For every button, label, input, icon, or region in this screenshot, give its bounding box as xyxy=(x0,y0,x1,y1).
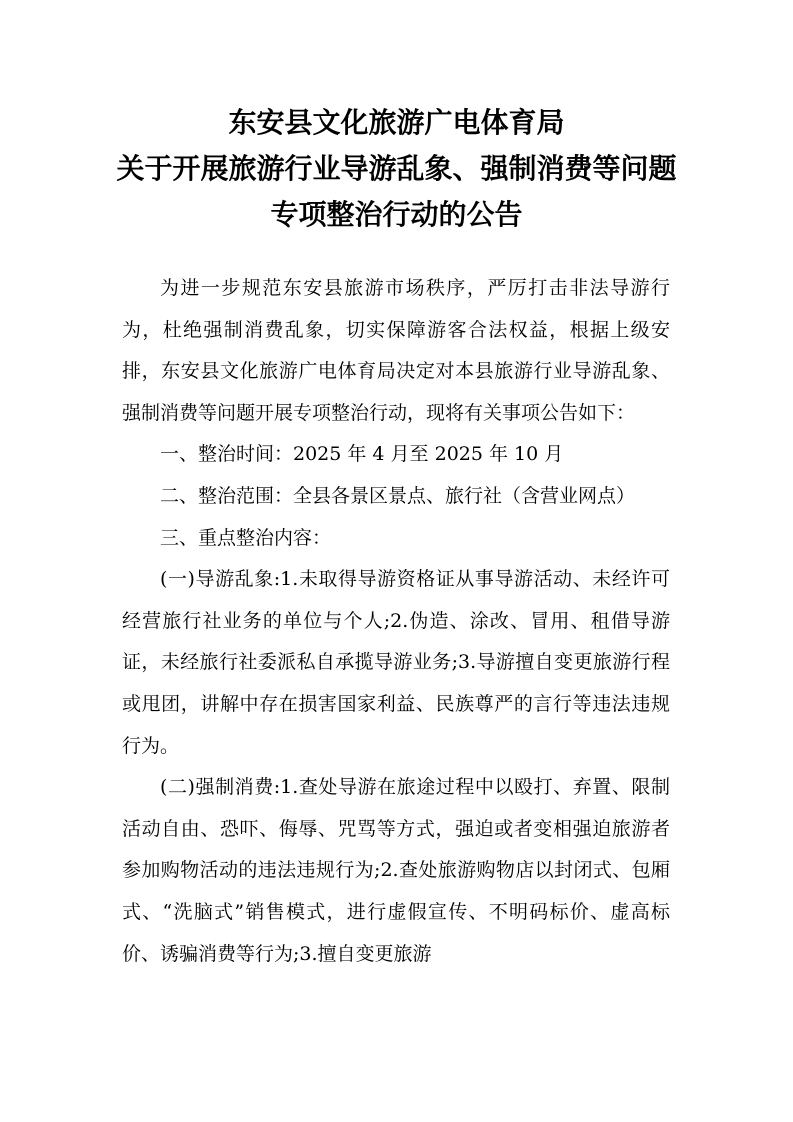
title-line-subject: 关于开展旅游行业导游乱象、强制消费等问题 xyxy=(116,152,677,185)
title-line-issuer: 东安县文化旅游广电体育局 xyxy=(228,106,565,139)
document-title xyxy=(0,100,793,238)
intro-paragraph: 为进一步规范东安县旅游市场秩序，严厉打击非法导游行为，杜绝强制消费乱象，切实保障游客合法权益，根据上级安排，东安县文化旅游广电体育局决定对本县旅游行业导游乱象、强制消费等问题开展专项整治行动，现将有关事项公告如下： xyxy=(122,277,670,424)
guide-chaos-paragraph: (一)导游乱象:1.未取得导游资格证从事导游活动、未经许可经营旅行社业务的单位与个人;2.伪造、涂改、冒用、租借导游证，未经旅行社委派私自承揽导游业务;3.导游擅自变更旅游行程或甩团，讲解中存在损害国家利益、民族尊严的言行等违法违规行为。 xyxy=(122,568,670,757)
scope-paragraph: 二、整治范围：全县各景区景点、旅行社（含营业网点） xyxy=(160,484,636,507)
forced-consumption-paragraph: (二)强制消费:1.查处导游在旅途过程中以殴打、弃置、限制活动自由、恐吓、侮辱、咒骂等方式，强迫或者变相强迫旅游者参加购物活动的违法违规行为;2.查处旅游购物店以封闭式、包厢式、“洗脑式”销售模式，进行虚假宣传、不明码标价、虚高标价、诱骗消费等行为;3.擅自变更旅游 xyxy=(122,776,670,965)
focus-heading: 三、重点整治内容： xyxy=(160,526,332,549)
title-line-action: 专项整治行动的公告 xyxy=(270,198,523,231)
period-paragraph: 一、整治时间：2025 年 4 月至 2025 年 10 月 xyxy=(160,443,564,466)
document-body xyxy=(122,268,670,975)
